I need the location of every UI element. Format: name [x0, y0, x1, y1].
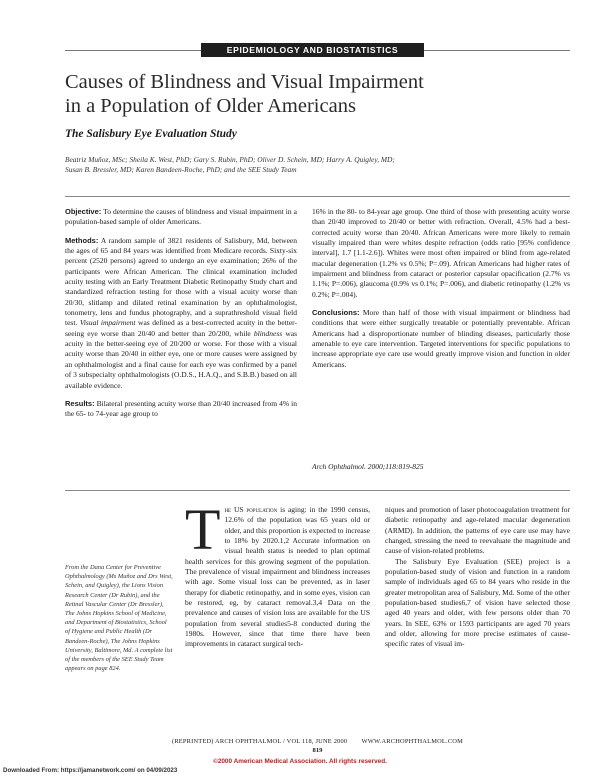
conclusions-heading: Conclusions:	[312, 308, 360, 318]
drop-cap: T	[185, 497, 221, 562]
abstract-bottom-rule	[65, 490, 570, 491]
running-footer: (REPRINTED) ARCH OPHTHALMOL / VOL 118, JUNE 2000 WWW.ARCHOPHTHALMOL.COM	[172, 738, 463, 745]
body-paragraph-1: is aging: in the 1990 census, 12.6% of the population was 65 years old or older, and this proportion is expected to increase to 18% by 2020.1,2 Accurate information on visual health status is needed to plan optimal health services for this growing segment of the population. The prevalence of visual impairment and blindness increases with age. Some visual loss can be prevented, as in laser therapy for diabetic retinopathy, and in some eyes, vision can be restored, eg, by cataract removal.3,4 Data on the prevalence and causes of vision loss are available for the US population from several studies5-8 conducted during the 1980s. However, since that time there have been improvements in cataract surgical tech-	[185, 505, 370, 649]
abstract-objective: Objective: To determine the causes of blindness and visual impairment in a population-based sample of older Americans.	[65, 207, 297, 227]
body-column-2	[385, 505, 570, 650]
author-list	[65, 155, 570, 176]
affiliation-note: From the Dana Center for Preventive Ophthalmology (Ms Muñoz and Drs West, Schein, and Quigley), the Lions Vision Research Center (Dr Rubin), and the Retinal Vascular Center (Dr Bressler), The Johns Hopkins School of Medicine, and Department of Biostatistics, School of Hygiene and Public Health (Dr Bandeen-Roche), The Johns Hopkins University, Baltimore, Md. A complete list of the members of the SEE Study Team appears on page 824.	[65, 564, 173, 673]
journal-citation: Arch Ophthalmol. 2000;118:819-825	[312, 462, 424, 471]
abstract-top-rule	[65, 196, 570, 197]
body-paragraph-3: The Salisbury Eye Evaluation (SEE) project is a population-based study of vision and function in a random sample of individuals aged 65 to 84 years who reside in the greater metropolitan area of Salisbury, Md. Some of the other population-based studies6,7 of vision have selected those aged 40 years and older, with few persons older than 70 years. In SEE, 63% or 1593 participants are aged 70 years and older, allowing for more precise estimates of cause-specific rates of visual im-	[385, 556, 570, 649]
abstract-results-start: Results: Bilateral presenting acuity worse than 20/40 increased from 4% in the 65- to 74-year age group to	[65, 398, 297, 419]
title-line-1: Causes of Blindness and Visual Impairment	[65, 71, 424, 93]
article-subtitle: The Salisbury Eye Evaluation Study	[65, 128, 237, 140]
download-stamp: Downloaded From: https://jamanetwork.com/ on 04/09/2023	[3, 767, 178, 774]
authors-line-1: Beatriz Muñoz, MSc; Sheila K. West, PhD; Gary S. Rubin, PhD; Oliver D. Schein, MD; Harry A. Quigley, MD;	[65, 155, 395, 164]
title-line-2: in a Population of Older Americans	[65, 95, 356, 117]
abstract-right-column	[312, 207, 570, 378]
abstract-results-cont: 16% in the 80- to 84-year age group. One third of those with presenting acuity worse than 20/40 improved to 20/40 or better with refraction. Overall, 4.5% had a best-corrected acuity worse than 20/40. African Americans were more likely to remain visually impaired than were whites despite refraction (odds ratio [95% confidence interval], 1.7 [1.1-2.6]). Whites were most often impaired or blind from age-related macular degeneration (1.2% vs 0.5%; P=.09). African Americans had higher rates of impairment and blindness from cataract or posterior capsular opacification (2.7% vs 1.1%; P=.006), glaucoma (0.9% vs 0.1%; P=.006), and diabetic retinopathy (1.2% vs 0.2%; P=.004).	[312, 207, 570, 299]
results-heading: Results:	[65, 398, 95, 408]
methods-heading: Methods:	[65, 235, 99, 245]
authors-line-2: Susan B. Bressler, MD; Karen Bandeen-Roche, PhD; and the SEE Study Team	[65, 165, 297, 175]
abstract-left-column	[65, 207, 297, 428]
abstract-methods: Methods: A random sample of 3821 residents of Salisbury, Md, between the ages of 65 and 84 years was identified from Medicare records. Sixty-six percent (2520 persons) agreed to undergo an eye examination; 26% of the participants were African American. The clinical examination included acuity testing with an Early Treatment Diabetic Retinopathy Study chart and standardized refraction testing for those with a visual acuity worse than 20/30, slitlamp and dilated retinal examination by an ophthalmologist, tonometry, lens and fundus photography, and a suprathreshold visual field test. Visual impairment was defined as a best-corrected acuity in the better-seeing eye worse than 20/40 and better than 20/200, while blindness was acuity in the better-seeing eye of 20/200 or worse. For those with a visual acuity worse than 20/40 in either eye, one or more causes were assigned by an ophthalmologist and a final cause for each eye was confirmed by a panel of 3 subspecialty ophthalmologists (O.D.S., H.A.Q., and S.B.B.) based on all available evidence.	[65, 235, 298, 390]
objective-heading: Objective:	[65, 207, 102, 216]
page-number: 819	[312, 747, 323, 754]
article-title	[65, 70, 585, 118]
body-column-1	[185, 497, 370, 650]
copyright-line: ©2000 American Medical Association. All rights reserved.	[213, 758, 387, 765]
opening-words: he US population	[224, 505, 278, 514]
body-paragraph-2: niques and promotion of laser photocoagulation treatment for diabetic retinopathy and age-related macular degeneration (ARMD). In addition, the patterns of eye care use may have changed, stressing the need to reevaluate the magnitude and cause of vision-related problems.	[385, 505, 570, 556]
abstract-conclusions: Conclusions: More than half of those with visual impairment or blindness had conditions that were either surgically treatable or potentially preventable. African Americans had a disproportionate number of blinding diseases, particularly those amenable to eye care intervention. Targeted interventions for specific populations to increase appropriate eye care use would greatly improve vision and function in older Americans.	[312, 308, 570, 369]
section-banner: EPIDEMIOLOGY AND BIOSTATISTICS	[201, 43, 424, 57]
